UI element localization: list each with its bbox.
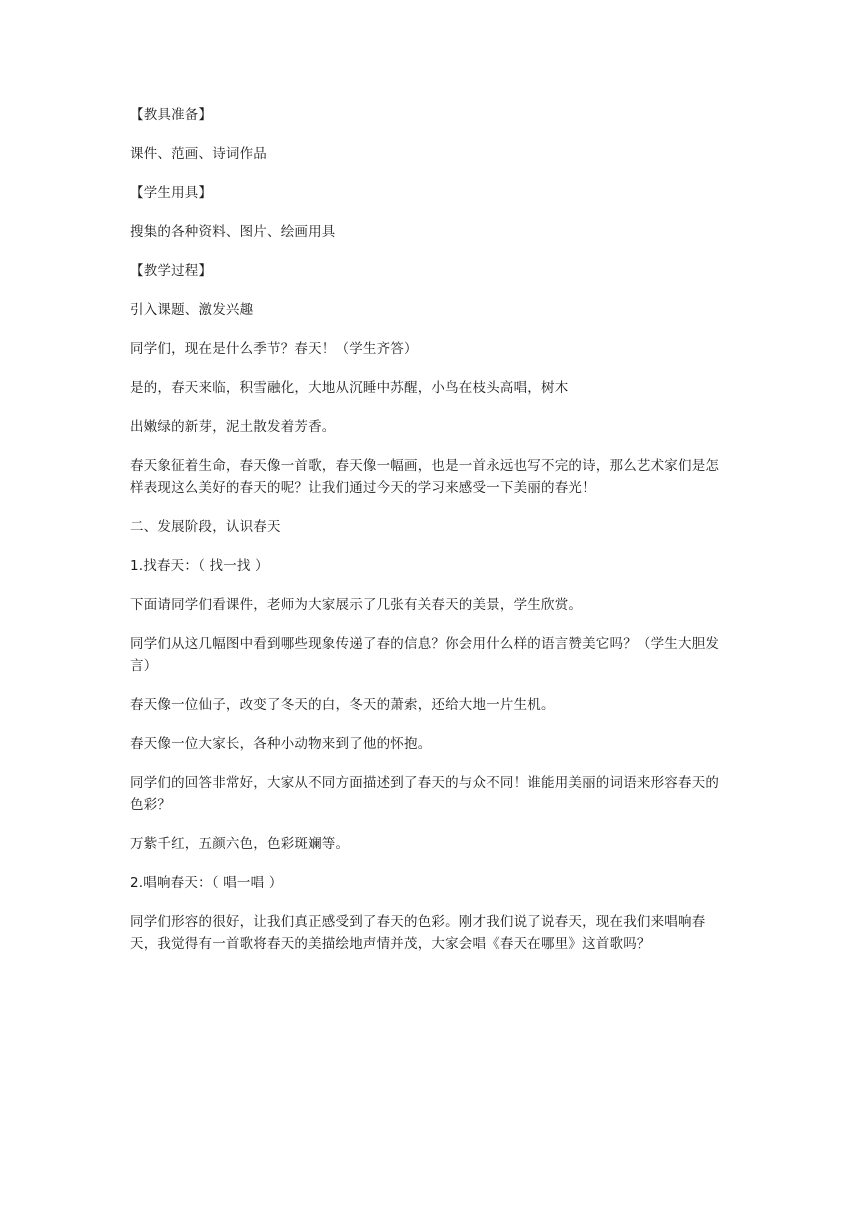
paragraph: 同学们形容的很好，让我们真正感受到了春天的色彩。刚才我们说了说春天，现在我们来唱响春天，我觉得有一首歌将春天的美描绘地声情并茂，大家会唱《春天在哪里》这首歌吗？ (130, 914, 706, 952)
paragraph: 同学们的回答非常好，大家从不同方面描述到了春天的与众不同！谁能用美丽的词语来形容春天的色彩？ (130, 775, 720, 813)
paragraph: 搜集的各种资料、图片、绘画用具 (130, 224, 336, 240)
paragraph: 下面请同学们看课件，老师为大家展示了几张有关春天的美景，学生欣赏。 (130, 597, 583, 613)
paragraph: 同学们，现在是什么季节？春天！（学生齐答） (130, 341, 418, 357)
paragraph: 春天像一位仙子，改变了冬天的白，冬天的萧索，还给大地一片生机。 (130, 697, 555, 713)
document-body (130, 104, 730, 972)
section-heading-development: 二、发展阶段，认识春天 (130, 519, 281, 535)
section-heading-teaching-aids: 【教具准备】 (130, 107, 213, 123)
subsection-heading-sing-spring: 2.唱响春天：（ 唱一唱 ） (130, 875, 283, 891)
paragraph: 春天象征着生命，春天像一首歌，春天像一幅画，也是一首永远也写不完的诗，那么艺术家们是怎样表现这么美好的春天的呢？让我们通过今天的学习来感受一下美丽的春光！ (130, 458, 720, 496)
paragraph: 万紫千红，五颜六色，色彩斑斓等。 (130, 836, 350, 852)
paragraph: 同学们从这几幅图中看到哪些现象传递了春的信息？你会用什么样的语言赞美它吗？（学生大胆发言） (130, 636, 720, 674)
paragraph: 课件、范画、诗词作品 (130, 146, 267, 162)
paragraph: 出嫩绿的新芽，泥土散发着芳香。 (130, 419, 336, 435)
paragraph: 引入课题、激发兴趣 (130, 302, 254, 318)
section-heading-student-supplies: 【学生用具】 (130, 185, 213, 201)
section-heading-teaching-process: 【教学过程】 (130, 263, 213, 279)
paragraph: 是的，春天来临，积雪融化，大地从沉睡中苏醒，小鸟在枝头高唱，树木 (130, 380, 569, 396)
subsection-heading-find-spring: 1.找春天：（ 找一找 ） (130, 558, 269, 574)
paragraph: 春天像一位大家长，各种小动物来到了他的怀抱。 (130, 736, 432, 752)
